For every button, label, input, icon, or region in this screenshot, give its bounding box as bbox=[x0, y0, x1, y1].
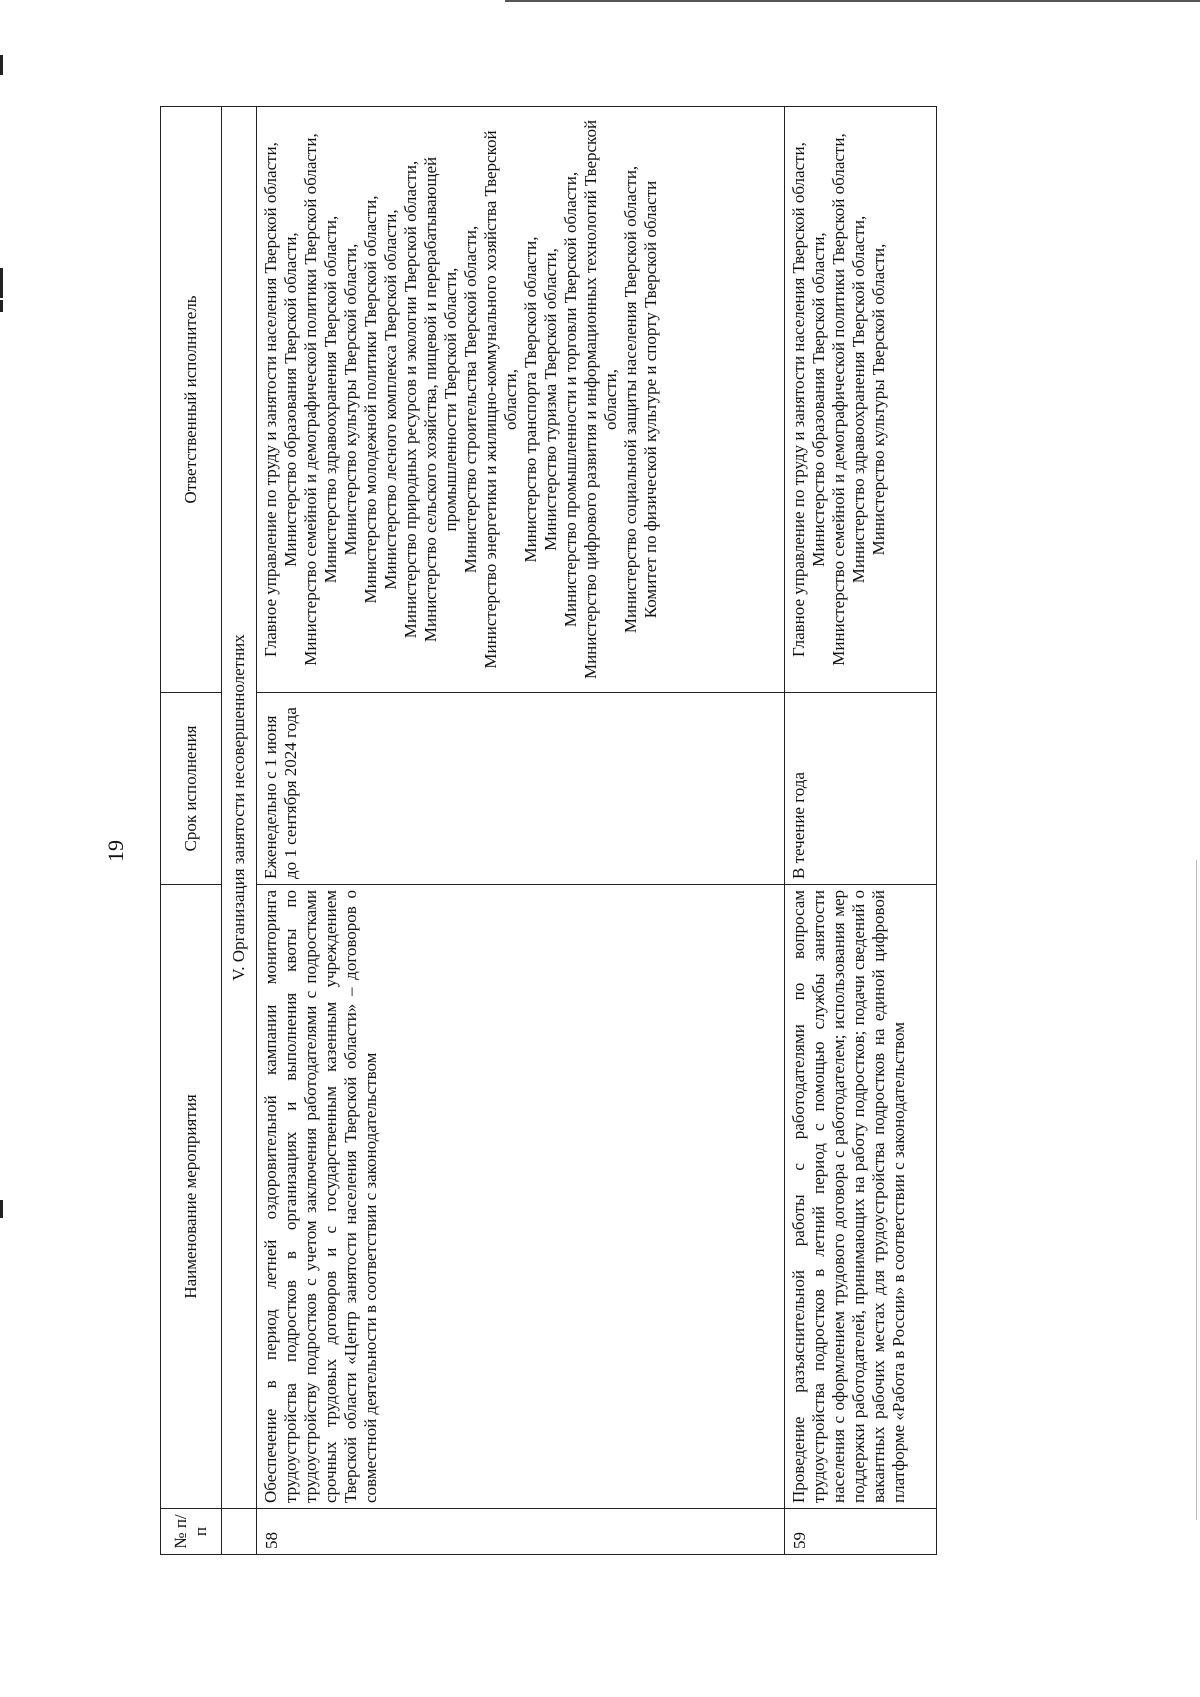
responsible-line: Комитет по физической культуре и спорту Тверской области bbox=[641, 180, 660, 619]
responsible-line: Министерство здравоохранения Тверской области, bbox=[849, 215, 868, 584]
responsible-line: Министерство транспорта Тверской области, bbox=[521, 236, 540, 563]
row-number: 59 bbox=[785, 1509, 937, 1555]
measure-name: Обеспечение в период летней оздоровительной кампании мониторинга трудоустройства подростков в организациях и выполнения квоты по трудоустройству подростков с учетом заключения работодателями с подростками срочных трудовых договоров и с государственным казенным учреждением Тверской области «Центр занятости населения Тверской области» – договоров о совместной деятельности в соответствии с законодательством bbox=[257, 885, 785, 1509]
measure-name bbox=[785, 885, 937, 1509]
page-number: 19 bbox=[103, 840, 128, 862]
responsible-line: Министерство образования Тверской области, bbox=[281, 232, 300, 567]
measure-term: Еженедельно с 1 июня до 1 сентября 2024 года bbox=[257, 693, 785, 885]
table-row bbox=[785, 107, 937, 1555]
responsible-line: Министерство здравоохранения Тверской области, bbox=[321, 215, 340, 584]
responsible-line: Министерство сельского хозяйства, пищевой и перерабатывающей промышленности Тверской области, bbox=[421, 156, 460, 643]
section-title: V. Организация занятости несовершеннолетних bbox=[222, 107, 257, 1509]
scan-margin-mark bbox=[0, 55, 3, 75]
responsible-line: Министерство промышленности и торговли Тверской области, bbox=[561, 171, 580, 628]
table-header-row bbox=[161, 107, 222, 1555]
responsible-list bbox=[789, 112, 929, 687]
scan-margin-mark bbox=[0, 1200, 3, 1218]
table-row bbox=[257, 107, 785, 1555]
document-sheet bbox=[160, 107, 1080, 1555]
scan-top-edge bbox=[505, 0, 1200, 2]
responsible-line: Министерство культуры Тверской области, bbox=[869, 243, 888, 556]
responsible-line: Главное управление по труду и занятости населения Тверской области, bbox=[261, 142, 280, 657]
responsible-line: Министерство семейной и демографической политики Тверской области, bbox=[829, 133, 848, 666]
responsible-line: Министерство цифрового развития и информационных технологий Тверской области, bbox=[581, 119, 620, 680]
scan-margin-mark bbox=[0, 268, 3, 298]
measure-responsible bbox=[785, 107, 937, 693]
header-term: Срок исполнения bbox=[161, 693, 222, 885]
responsible-line: Министерство молодежной политики Тверской области, bbox=[361, 195, 380, 604]
measure-responsible bbox=[257, 107, 785, 693]
row-number: 58 bbox=[257, 1509, 785, 1555]
section-row bbox=[222, 107, 257, 1555]
responsible-line: Министерство культуры Тверской области, bbox=[341, 243, 360, 556]
responsible-line: Министерство природных ресурсов и экологии Тверской области, bbox=[401, 160, 420, 639]
header-name: Наименование мероприятия bbox=[161, 885, 222, 1509]
header-num: № п/п bbox=[161, 1509, 222, 1555]
responsible-line: Министерство социальной защиты населения Тверской области, bbox=[621, 165, 640, 634]
measure-term: В течение года bbox=[785, 693, 937, 885]
responsible-line: Главное управление по труду и занятости населения Тверской области, bbox=[789, 142, 808, 657]
responsible-line: Министерство лесного комплекса Тверской области, bbox=[381, 209, 400, 590]
responsible-line: Министерство строительства Тверской области, bbox=[461, 225, 480, 574]
scan-margin-mark bbox=[0, 300, 3, 312]
responsible-line: Министерство семейной и демографической политики Тверской области, bbox=[301, 133, 320, 666]
responsible-line: Министерство образования Тверской области, bbox=[809, 232, 828, 567]
responsible-line: Министерство туризма Тверской области, bbox=[541, 248, 560, 551]
measures-table bbox=[160, 106, 937, 1555]
responsible-line: Министерство энергетики и жилищно-коммунального хозяйства Тверской области, bbox=[481, 130, 520, 669]
header-responsible: Ответственный исполнитель bbox=[161, 107, 222, 693]
scan-right-edge bbox=[1196, 860, 1197, 1520]
section-num-cell bbox=[222, 1509, 257, 1555]
measure-name-text: Проведение разъяснительной работы с работодателями по вопросам трудоустройства подростков в летний период с помощью службы занятости населения с оформлением трудового договора с работодателем; использования мер поддержки работодателей, принимающих на работу подростков; подачи сведений о вакантных рабочих местах для трудоустройства подростков на единой цифровой платформе «Работа в России» в соответствии с законодательством bbox=[789, 890, 908, 1503]
